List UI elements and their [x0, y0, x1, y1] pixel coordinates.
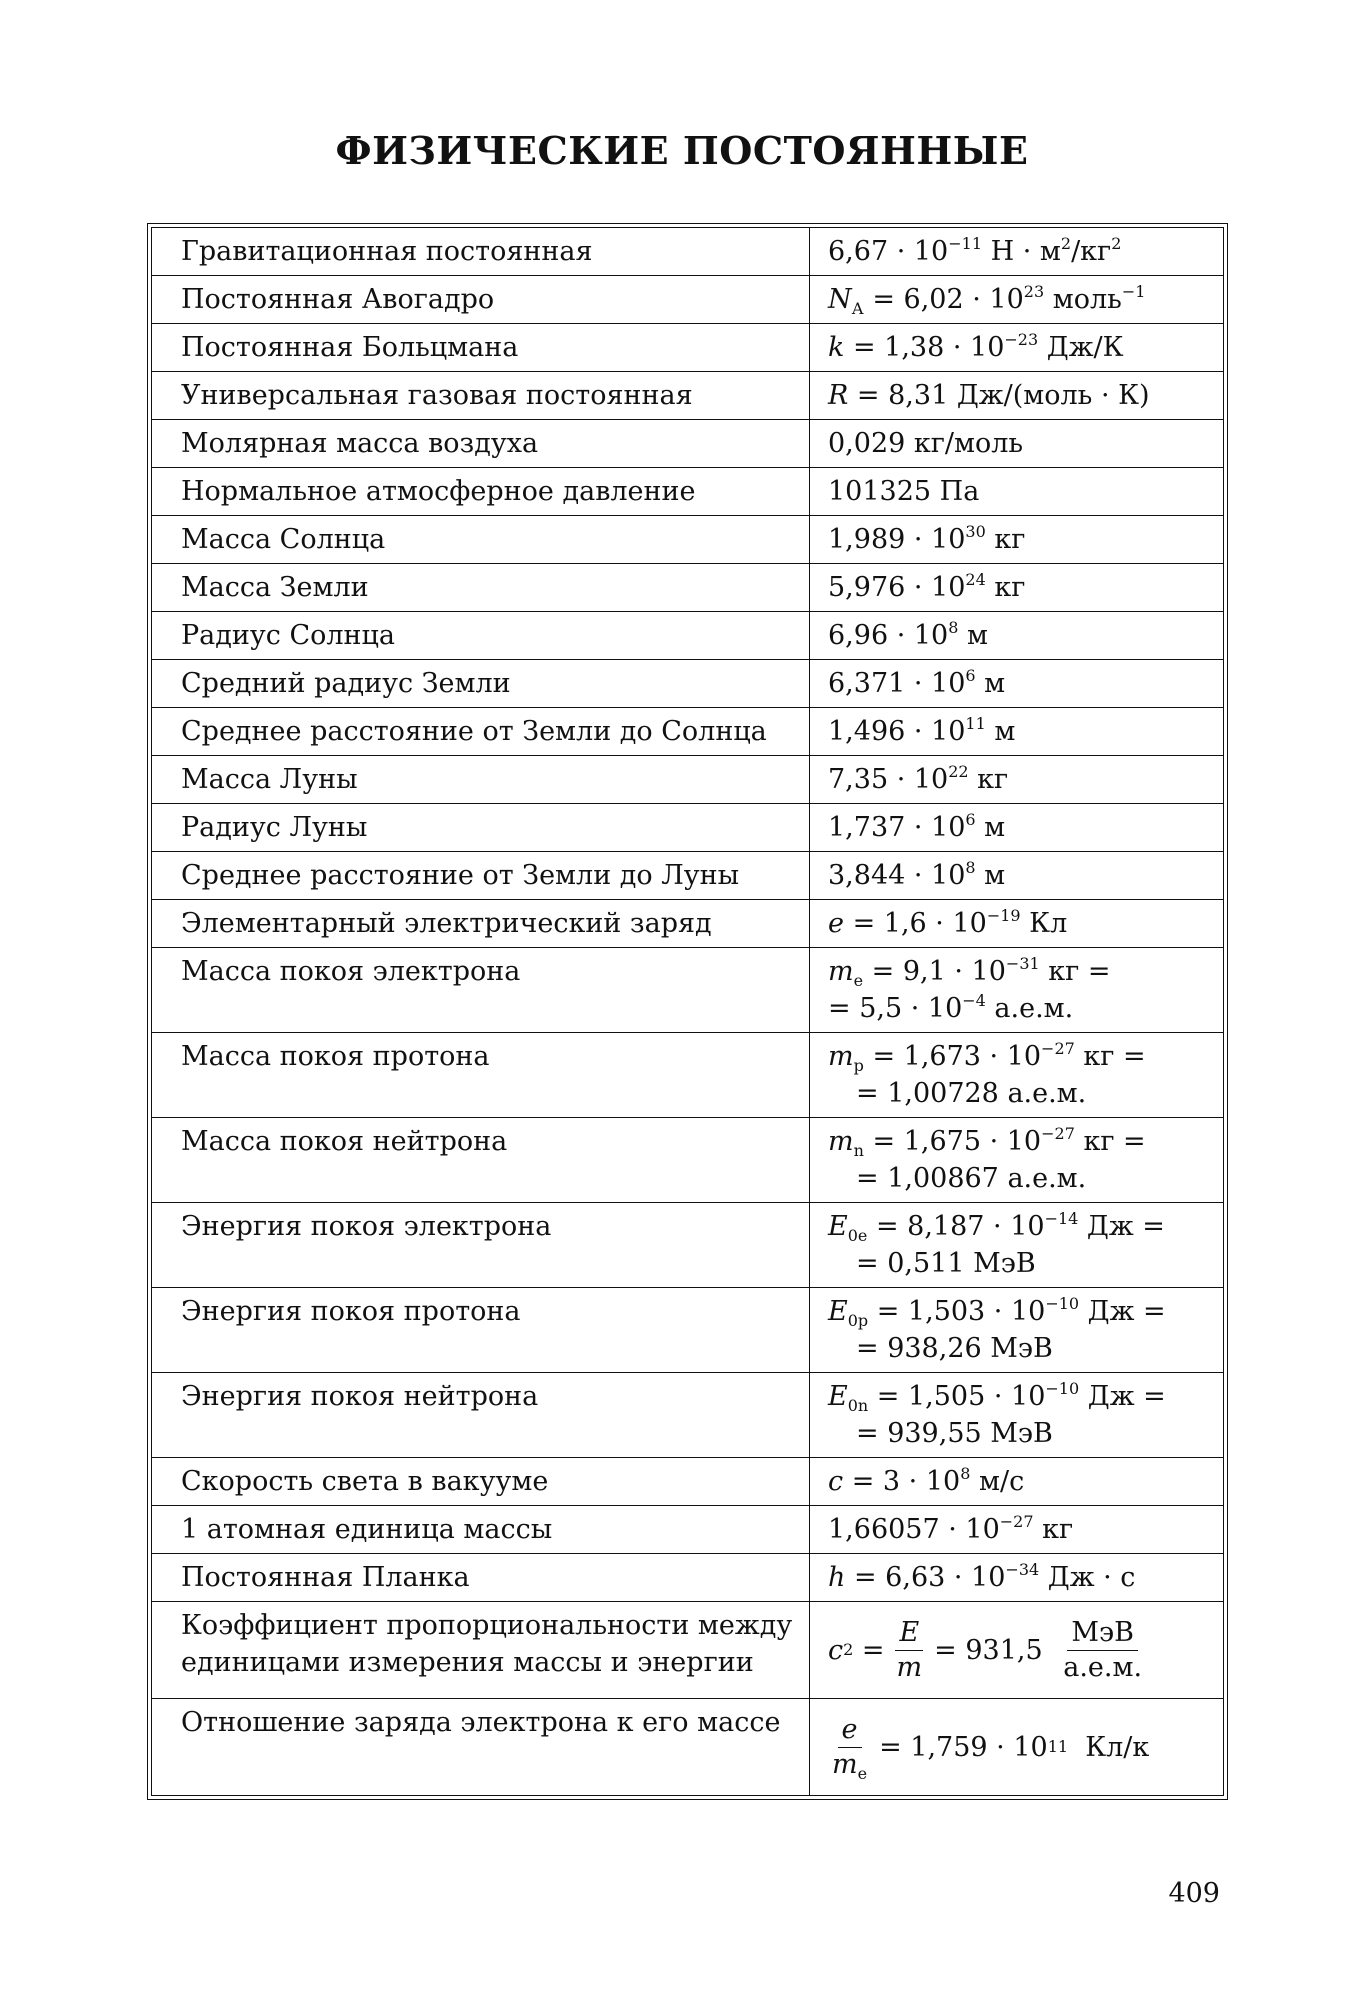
table-row — [152, 852, 1224, 900]
constant-name: Средний радиус Земли — [152, 660, 810, 708]
table-row — [152, 468, 1224, 516]
constant-name: Гравитационная постоянная — [152, 228, 810, 276]
table-row — [152, 708, 1224, 756]
constant-name: Масса покоя нейтрона — [152, 1118, 810, 1203]
table-row — [152, 612, 1224, 660]
table-row — [152, 660, 1224, 708]
constant-value: $6,67 \cdot 10^{-11}$ $Н \cdot м^2/кг^2$ — [810, 228, 1224, 276]
constant-value: $e = 1,6 \cdot 10^{-19}$ Кл — [810, 900, 1224, 948]
constant-value: $5,976 \cdot 10^{24}$ кг — [810, 564, 1224, 612]
constant-value: $E_{0n} = 1,505 \cdot 10^{-10}$ Дж = = 939,55 МэВ — [810, 1373, 1224, 1458]
table-row — [152, 228, 1224, 276]
constant-value: $1,989 \cdot 10^{30}$ кг — [810, 516, 1224, 564]
constant-name: Постоянная Больцмана — [152, 324, 810, 372]
table-row — [152, 372, 1224, 420]
constant-name: Отношение заряда электрона к его массе — [152, 1699, 810, 1796]
table-row — [152, 900, 1224, 948]
constant-value: $m_p = 1,673 \cdot 10^{-27}$ кг = = 1,00728 а.е.м. — [810, 1033, 1224, 1118]
constant-value: $E_{0e} = 8,187 \cdot 10^{-14}$ Дж = = 0,511 МэВ — [810, 1203, 1224, 1288]
constant-name: Скорость света в вакууме — [152, 1458, 810, 1506]
constant-name: Нормальное атмосферное давление — [152, 468, 810, 516]
constant-name: Постоянная Планка — [152, 1554, 810, 1602]
constant-name: Энергия покоя протона — [152, 1288, 810, 1373]
constant-value: $3,844 \cdot 10^8$ м — [810, 852, 1224, 900]
constant-value: $6,96 \cdot 10^8$ м — [810, 612, 1224, 660]
constant-name: Постоянная Авогадро — [152, 276, 810, 324]
constant-name: 1 атомная единица массы — [152, 1506, 810, 1554]
constant-value: $6,371 \cdot 10^6$ м — [810, 660, 1224, 708]
constant-value: $h = 6,63 \cdot 10^{-34}$ Дж · с — [810, 1554, 1224, 1602]
constant-name: Радиус Луны — [152, 804, 810, 852]
constant-name: Среднее расстояние от Земли до Луны — [152, 852, 810, 900]
constant-value: $7,35 \cdot 10^{22}$ кг — [810, 756, 1224, 804]
constant-value: $c = 3 \cdot 10^8$ м/с — [810, 1458, 1224, 1506]
table-row — [152, 948, 1224, 1033]
constant-value: $N_А = 6,02 \cdot 10^{23}$ моль$^{-1}$ — [810, 276, 1224, 324]
constant-value: 101325 Па — [810, 468, 1224, 516]
constant-name: Среднее расстояние от Земли до Солнца — [152, 708, 810, 756]
constant-value: $1,496 \cdot 10^{11}$ м — [810, 708, 1224, 756]
constant-value: $1,737 \cdot 10^6$ м — [810, 804, 1224, 852]
page-number: 409 — [1168, 1878, 1220, 1909]
table-row — [152, 1699, 1224, 1796]
constant-value: $1,66057 \cdot 10^{-27}$ кг — [810, 1506, 1224, 1554]
constant-value: $E_{0p} = 1,503 \cdot 10^{-10}$ Дж = = 938,26 МэВ — [810, 1288, 1224, 1373]
table-row — [152, 1033, 1224, 1118]
constant-name: Элементарный электрический заряд — [152, 900, 810, 948]
constant-value: R = 8,31 Дж/(моль · К) — [810, 372, 1224, 420]
constant-value: $\frac{e}{m_e}$ = 1,759 · 10 11 Кл/к — [810, 1699, 1224, 1796]
page-title: ФИЗИЧЕСКИЕ ПОСТОЯННЫЕ — [335, 128, 1029, 173]
constant-name: Масса Солнца — [152, 516, 810, 564]
constant-name: Коэффициент пропорциональности между единицами измерения массы и энергии — [152, 1602, 810, 1699]
table-row — [152, 324, 1224, 372]
constant-name: Молярная масса воздуха — [152, 420, 810, 468]
constant-name: Масса покоя протона — [152, 1033, 810, 1118]
constant-name: Масса Земли — [152, 564, 810, 612]
table-row — [152, 1373, 1224, 1458]
table-row — [152, 1203, 1224, 1288]
table-row — [152, 756, 1224, 804]
constant-name: Масса покоя электрона — [152, 948, 810, 1033]
constant-value: $k = 1,38 \cdot 10^{-23}$ Дж/К — [810, 324, 1224, 372]
constant-value: 0,029 кг/моль — [810, 420, 1224, 468]
table-row — [152, 1458, 1224, 1506]
constant-name: Энергия покоя нейтрона — [152, 1373, 810, 1458]
constant-name: Радиус Солнца — [152, 612, 810, 660]
constant-value: $m_e = 9,1 \cdot 10^{-31}$ кг = = $5,5 \cdot 10^{-4}$ а.е.м. — [810, 948, 1224, 1033]
constants-table — [151, 227, 1224, 1796]
constant-value: c 2 = $\frac{E}{m}$ = 931,5 $\frac{\text{МэВ}}{а.е.м.}$ — [810, 1602, 1224, 1699]
table-row — [152, 804, 1224, 852]
table-row — [152, 1288, 1224, 1373]
table-row — [152, 1602, 1224, 1699]
table-row — [152, 420, 1224, 468]
table-row — [152, 516, 1224, 564]
constant-value: $m_n = 1,675 \cdot 10^{-27}$ кг = = 1,00867 а.е.м. — [810, 1118, 1224, 1203]
constant-name: Универсальная газовая постоянная — [152, 372, 810, 420]
table-row — [152, 564, 1224, 612]
constant-name: Масса Луны — [152, 756, 810, 804]
table-row — [152, 1554, 1224, 1602]
table-row — [152, 1118, 1224, 1203]
table-row — [152, 276, 1224, 324]
constant-name: Энергия покоя электрона — [152, 1203, 810, 1288]
table-row — [152, 1506, 1224, 1554]
constants-table-frame — [147, 223, 1228, 1800]
